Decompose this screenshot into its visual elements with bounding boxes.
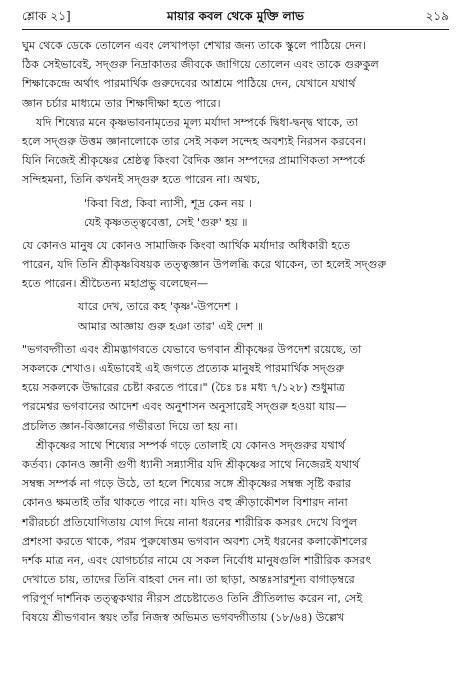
text-line: বিষয়ে শ্রীভগবান স্বয়ং তাঁর নিজস্ব অভিমত ভগবদ্গীতায় (১৮/৬৪) উল্লেখ bbox=[22, 611, 345, 625]
text-line: হলে সদ্গুরু উত্তম জ্ঞানালোকে তার সেই সকল সন্দেহ অবশ্যই নিরসন করবেন। bbox=[22, 134, 367, 148]
chapter-title: মায়ার কবল থেকে মুক্তি লাভ bbox=[167, 9, 304, 23]
text-line: প্রশংসা করতে থাকে, পরম পুরুষোত্তম ভগবান অবশ্য সেই ধরনের কলাকৌশলের bbox=[22, 534, 368, 548]
text-line: দর্শক মাত্র নন, এবং যোগচর্চার নামে যে সকল নির্বোধ মানুষগুলি শারীরিক কসরৎ bbox=[22, 553, 372, 567]
text-line: যিনি নিজেই শ্রীকৃষ্ণের শ্রেষ্ঠত্ব কিংবা বৈদিক জ্ঞান সম্পদের প্রামাণিকতা সম্পর্কে bbox=[22, 154, 366, 168]
text-line: ঘুম থেকে ডেকে তোলেন এবং লেখাপড়া শেখার জন্য তাকে স্কুলে পাঠিয়ে দেন। bbox=[22, 39, 366, 52]
text-line: কোনও ক্ষমতাই তাঁর থাকতে পারে না। যদিও বহু ক্রীড়াকৌশল বিশারদ নানা bbox=[22, 496, 348, 510]
header-rule bbox=[22, 29, 449, 30]
page-body bbox=[22, 36, 449, 628]
text-line: শ্রীকৃষ্ণের সাথে শিষ্যের সম্পর্ক গড়ে তোলাই যে কোনও সদ্গুরুর যথার্থ bbox=[36, 438, 346, 452]
verse-reference: শ্লোক ২১] bbox=[22, 9, 71, 23]
text-line: শরীরচর্চা প্রতিযোগিতায় যোগ দিয়ে নানা ধরনের শারীরিক কসরৎ দেখে বিপুল bbox=[22, 515, 358, 529]
text-line: প্রচলিত জ্ঞান-বিজ্ঞানের গভীরতা দিয়ে তা হয় না। bbox=[22, 419, 238, 433]
text-line: হতে পারেন। শ্রীচৈতন্য মহাপ্রভু বলেছেন— bbox=[22, 277, 209, 291]
verse-line: যেই কৃষ্ণতত্ত্ববেত্তা, সেই 'গুরু' হয় ॥ bbox=[84, 215, 248, 229]
text-line: যদি শিষ্যের মনে কৃষ্ণভাবনামৃতের মূল্য মর্যাদা সম্পর্কে দ্বিধা-দ্বন্দ্ব থাকে, তা bbox=[36, 115, 358, 129]
running-header bbox=[22, 8, 449, 28]
text-line: যে কোনও মানুষ যে কোনও সামাজিক কিংবা আর্থিক মর্যাদার অধিকারী হতে bbox=[22, 238, 351, 252]
text-line: সকলকে শেখাও। এইভাবেই এই জগতে প্রত্যেক মানুষই পারমার্থিক সদ্গুরু bbox=[22, 362, 345, 375]
text-line: সম্বন্ধ সম্পর্ক না গড়ে উঠে, তা হলে শিষ্যের সঙ্গে শ্রীকৃষ্ণের সম্বন্ধ সৃষ্টি করার bbox=[22, 477, 352, 491]
text-line: কর্তব্য। কোনও জ্ঞানী গুণী ধ্যানী সন্ন্যাসীর যদি শ্রীকৃষ্ণের সাথে নিজেরই যথার্থ bbox=[22, 457, 360, 471]
verse-line: আমার আজ্ঞায় গুরু হঞা তার' এই দেশ ॥ bbox=[78, 319, 264, 333]
text-line: দেখাতে চায়, তাদের তিনি বাহবা দেন না। তা ছাড়া, অন্তঃসারশূন্য বাগাড়ম্বরে bbox=[22, 573, 355, 587]
text-line: পরিপূর্ণ দার্শনিক তত্ত্বকথার নীরস প্রচেষ্টাতেও তিনি প্রীতিলাভ করেন না, সেই bbox=[22, 592, 363, 606]
text-line: শিক্ষাকেন্দ্রে অর্থাৎ পারমার্থিক গুরুদেবের আশ্রমে পাঠিয়ে দেন, যেখানে যথার্থ bbox=[22, 77, 356, 91]
text-line: "ভগবদ্গীতা এবং শ্রীমদ্ভাগবতে যেভাবে ভগবান শ্রীকৃষ্ণের উপদেশ রয়েছে, তা bbox=[22, 342, 362, 356]
text-line: জ্ঞান চর্চার মাধ্যমে তার শিক্ষাদীক্ষা হতে পারে। bbox=[22, 96, 221, 110]
page-number: ২১৯ bbox=[425, 9, 449, 23]
text-line: হয়ে সকলকে উদ্ধারের চেষ্টা করতে পারে।" (চৈঃ চঃ মধ্য ৭/১২৮) শুধুমাত্র bbox=[22, 381, 345, 395]
text-line: পারেন, যদি তিনি শ্রীকৃষ্ণবিষয়ক তত্ত্বজ্ঞান উপলব্ধি করে থাকেন, তা হলেই সদ্গুরু bbox=[22, 258, 387, 272]
verse-line: যারে দেখ, তারে কহ 'কৃষ্ণ'-উপদেশ । bbox=[78, 300, 239, 314]
text-line: পরমেশ্বর ভগবানের আদেশ এবং অনুশাসন অনুসারেই সদ্গুরু হওয়া যায়— bbox=[22, 400, 347, 414]
text-line: সন্দিহমনা, তিনি কখনই সদ্গুরু হতে পারেন না। অথচ, bbox=[22, 173, 261, 187]
verse-line: 'কিবা বিপ্র, কিবা ন্যাসী, শূদ্র কেন নয় । bbox=[84, 196, 252, 210]
text-line: ঠিক সেইভাবেই, সদ্গুরু নিদ্রাকাতর জীবকে জাগিয়ে তোলেন এবং তাকে গুরুকুল bbox=[22, 58, 379, 72]
